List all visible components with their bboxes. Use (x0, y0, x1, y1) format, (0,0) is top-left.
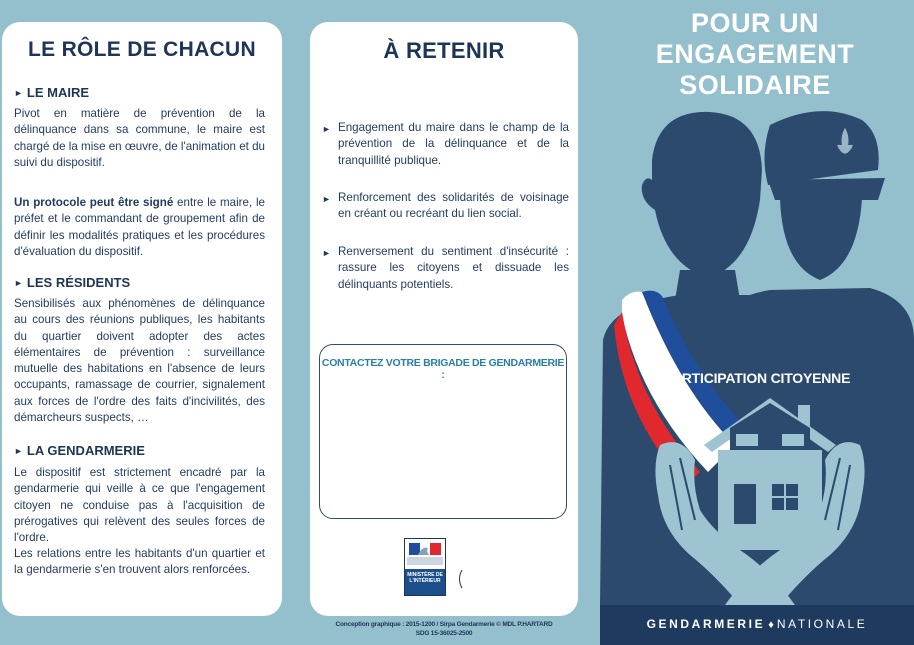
panel-title-retenir: À RETENIR (383, 38, 505, 63)
cover-title-line-1: POUR UN (690, 8, 819, 38)
arrow-right-icon: ► (322, 124, 331, 134)
ministry-label: MINISTÈRE DE L'INTÉRIEUR (405, 569, 445, 595)
bullet-text: Engagement du maire dans le champ de la prévention de la délinquance et de la tranquillité publique. (338, 121, 569, 167)
grenade-flame-icon: ♦ (768, 619, 774, 631)
bullet-item-3 (322, 244, 569, 293)
protocol-rest: entre le maire, le préfet et le commandant de groupement afin de définir les modalités pratiques et les procédures d'évaluation du dispositif. (14, 196, 265, 258)
cover-illustration (600, 100, 914, 605)
section-heading-gendarmerie (14, 443, 145, 458)
republic-text-strip (407, 557, 443, 565)
bold-protocol: Un protocole peut être signé (14, 196, 174, 209)
cover-title-line-2: ENGAGEMENT (655, 39, 855, 69)
participation-label: PARTICIPATION CITOYENNE (663, 370, 851, 386)
section-heading-residents (14, 275, 130, 290)
credits-line-1: Conception graphique : 2015-1200 / Sirpa Gendarmerie © MDL P.HARTARD (335, 621, 553, 628)
bullet-item-1 (322, 120, 569, 169)
footer-bar (600, 605, 914, 645)
paragraph-maire-2 (14, 195, 265, 260)
paragraph-gendarmerie-2: Les relations entre les habitants d'un quartier et la gendarmerie s'en trouvent alors renforcées. (14, 547, 265, 577)
gendarmerie-logo (456, 568, 490, 590)
bullet-text: Renforcement des solidarités de voisinage en créant ou recréant du lien social. (338, 191, 569, 221)
arrow-right-icon: ► (14, 278, 23, 288)
credits-line-2: SDG 15-36025-2500 (415, 630, 473, 637)
contact-label: CONTACTEZ VOTRE BRIGADE DE GENDARMERIE : (321, 357, 565, 381)
arrow-right-icon: ► (14, 88, 23, 98)
bullet-text: Renversement du sentiment d'insécurité : rassure les citoyens et dissuade les délinquants potentiels. (338, 245, 569, 291)
left-panel (2, 22, 282, 616)
contact-box (319, 344, 567, 519)
marianne-flag-icon (409, 543, 441, 555)
footer-brand (600, 617, 914, 631)
panel-title-role: LE RÔLE DE CHACUN (28, 38, 256, 61)
arrow-right-icon: ► (322, 248, 331, 258)
paragraph-maire-1: Pivot en matière de prévention de la délinquance dans sa commune, le maire est chargé de la mise en œuvre, de l'animation et du suivi du dispositif. (14, 107, 265, 169)
section-heading-maire (14, 85, 89, 100)
middle-panel (310, 22, 578, 616)
arrow-right-icon: ► (14, 446, 23, 456)
paragraph-residents: Sensibilisés aux phénomènes de délinquance au cours des réunions publiques, les habitants du quartier doivent adopter des actes élémentaires de prévention : surveillance mutuelle des habitations en l'absence de leurs occupants, ramassage de courrier, signalement aux forces de l'ordre des faits d'incivilités, des démarcheurs suspects, … (14, 297, 265, 425)
cover-title-line-3: SOLIDAIRE (679, 70, 831, 100)
bullet-item-2 (322, 190, 569, 223)
heading-text: LE MAIRE (26, 85, 90, 100)
heading-text: LES RÉSIDENTS (26, 275, 131, 290)
heading-text: LA GENDARMERIE (26, 443, 145, 458)
arrow-right-icon: ► (322, 194, 331, 204)
ministry-logo (404, 538, 446, 596)
paragraph-gendarmerie-1: Le dispositif est strictement encadré par la gendarmerie qui veille à ce que l'engagement citoyen ne conduise pas à l'acquisition de prérogatives qui relèvent des seules forces de l'ordre. (14, 466, 265, 545)
credits (320, 620, 568, 638)
footer-word-2: NATIONALE (776, 617, 868, 631)
footer-word-1: GENDARMERIE (646, 617, 766, 631)
cover-title (610, 8, 900, 101)
gendarmerie-swoosh-icon (456, 568, 490, 590)
